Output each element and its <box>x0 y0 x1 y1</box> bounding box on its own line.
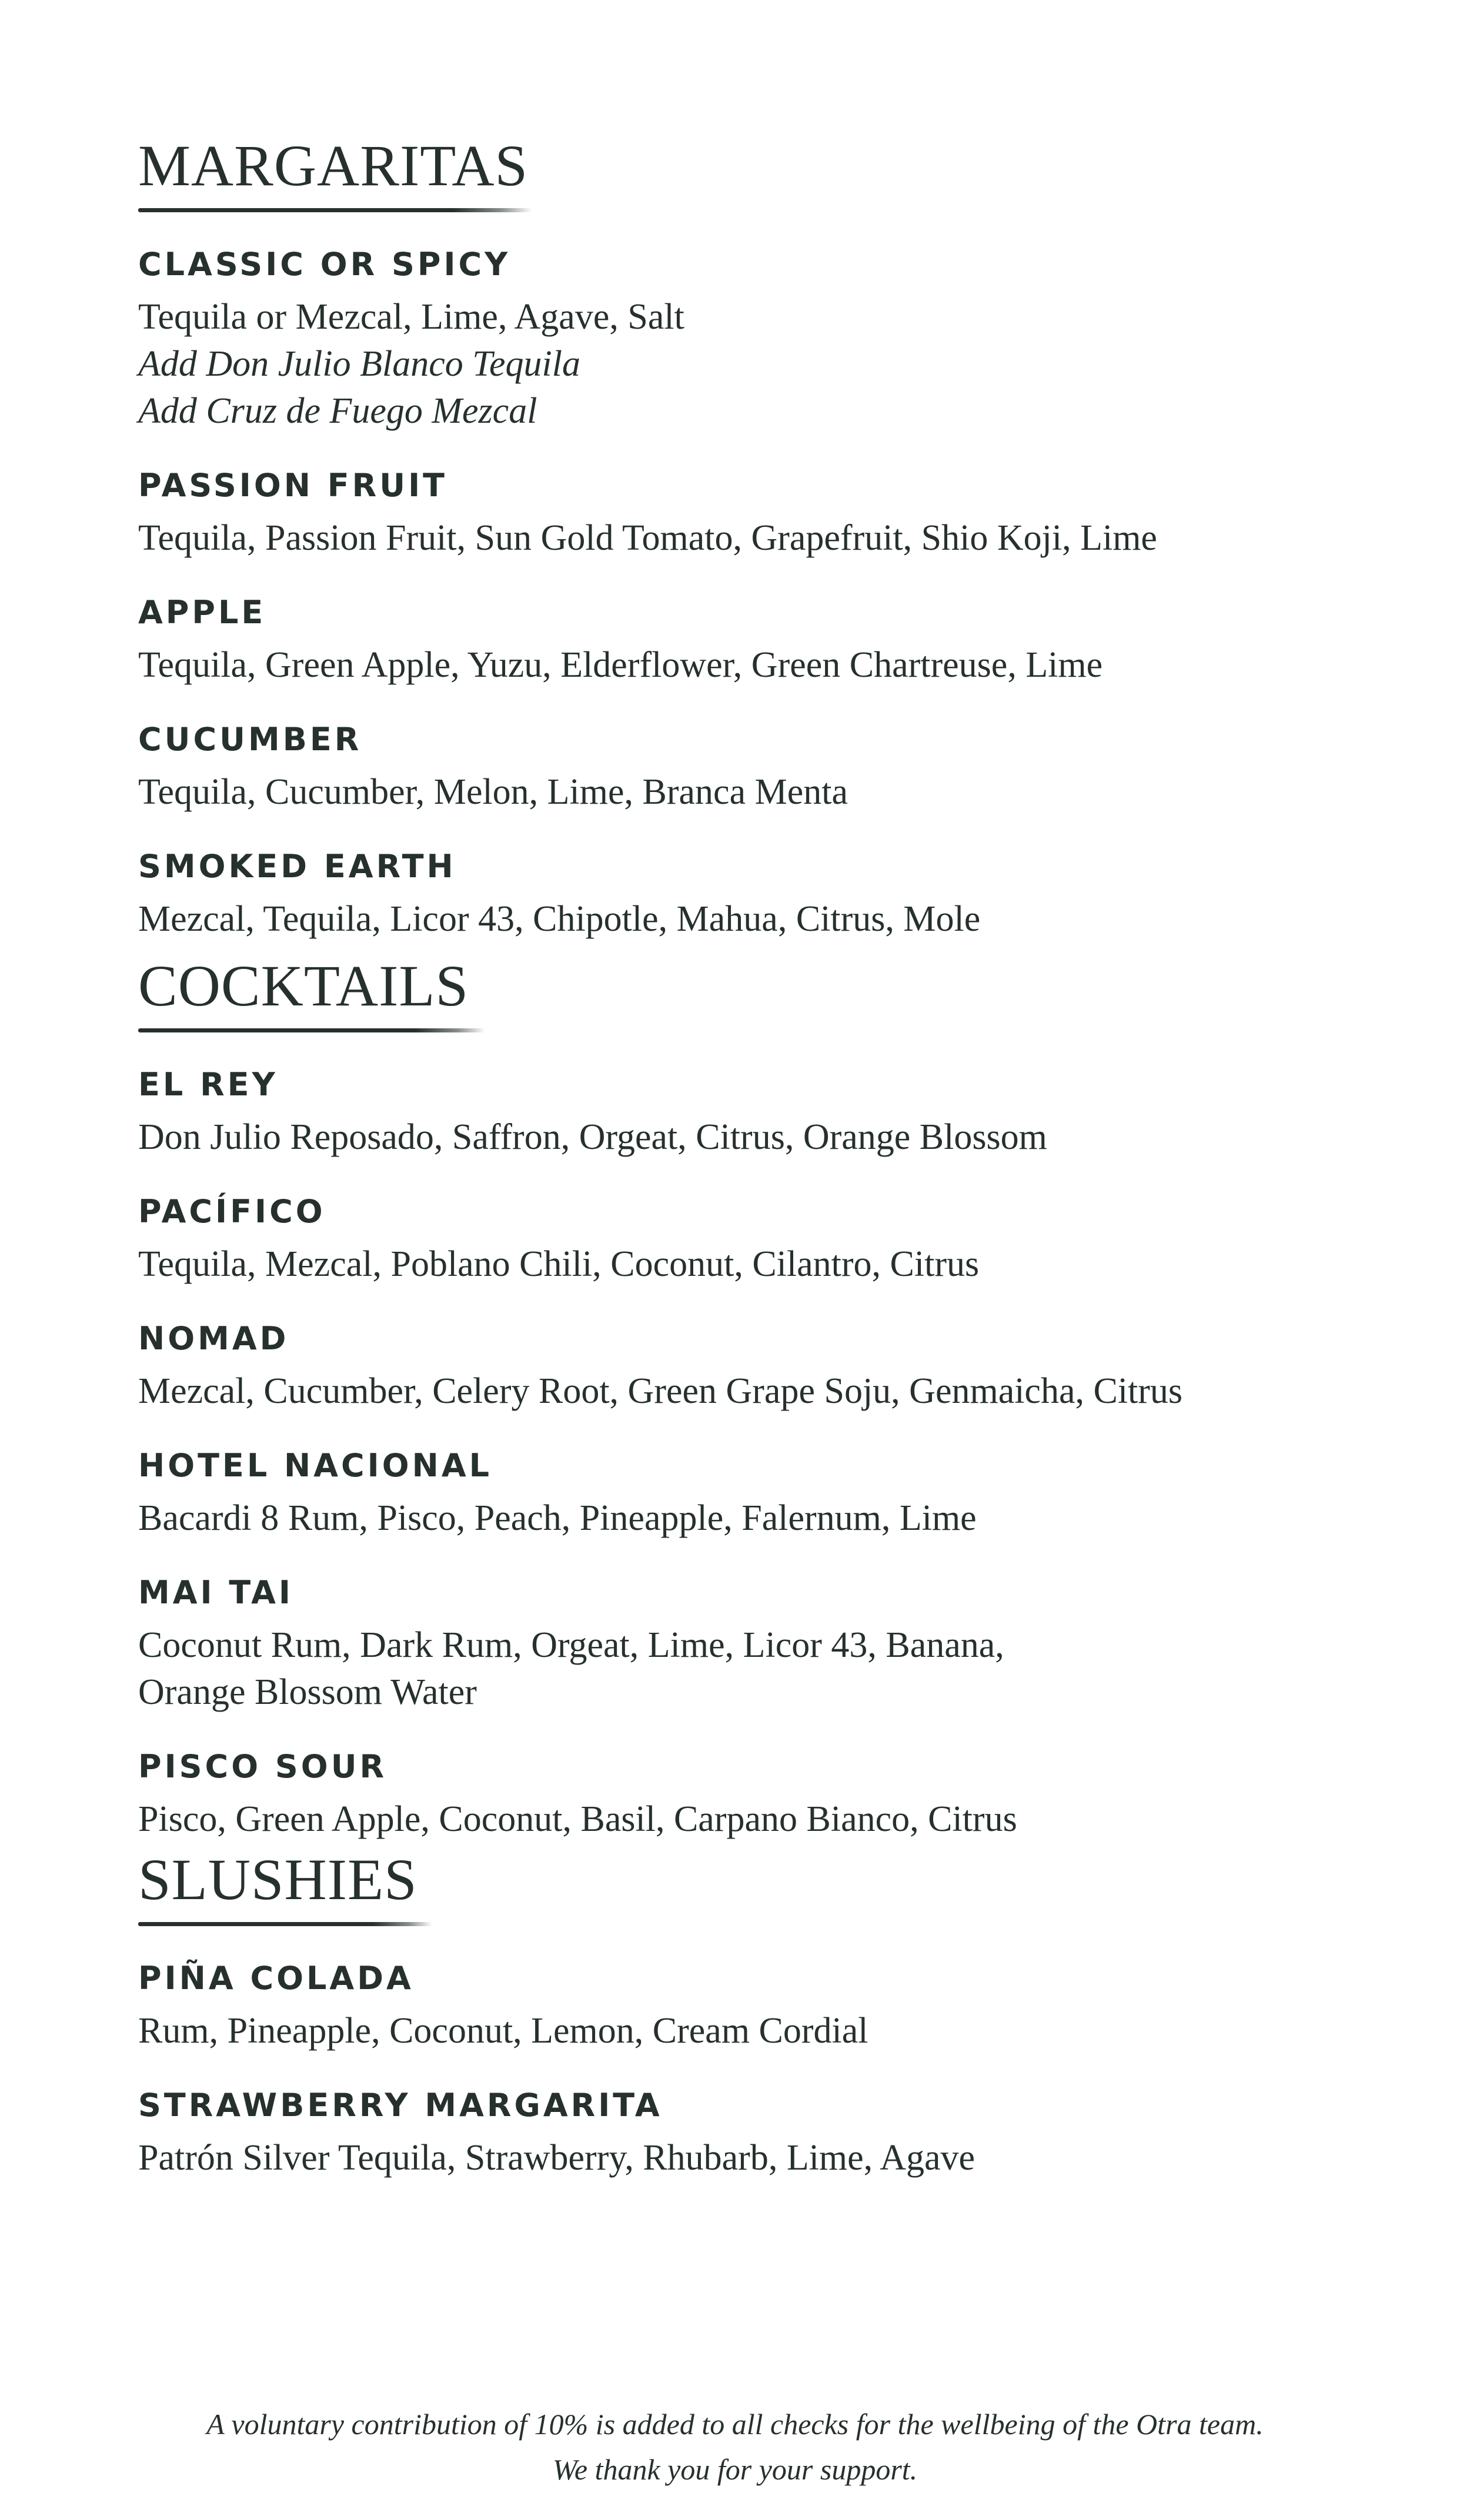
item-name: CLASSIC OR SPICY <box>138 246 511 283</box>
menu-item <box>138 1447 1182 1542</box>
menu-items-list <box>138 1960 975 2181</box>
item-name: HOTEL NACIONAL <box>138 1447 493 1484</box>
menu-item <box>138 1960 975 2054</box>
item-name: PIÑA COLADA <box>138 1960 414 1997</box>
footer-line: A voluntary contribution of 10% is added to all checks for the wellbeing of the Otra team. <box>206 2408 1264 2441</box>
item-name: PACÍFICO <box>138 1193 326 1230</box>
menu-item <box>138 1193 1182 1288</box>
item-ingredients: Mezcal, Tequila, Licor 43, Chipotle, Mahua, Citrus, Mole <box>138 899 981 939</box>
menu-items-list <box>138 246 1157 943</box>
item-name: STRAWBERRY MARGARITA <box>138 2087 663 2124</box>
menu-item <box>138 1574 1182 1716</box>
item-ingredients: Tequila, Passion Fruit, Sun Gold Tomato, Grapefruit, Shio Koji, Lime <box>138 518 1157 558</box>
item-ingredients: Coconut Rum, Dark Rum, Orgeat, Lime, Licor 43, Banana, <box>138 1625 1004 1665</box>
item-name: EL REY <box>138 1066 278 1103</box>
item-ingredients: Tequila, Green Apple, Yuzu, Elderflower, Green Chartreuse, Lime <box>138 645 1103 685</box>
section-title: SLUSHIES <box>138 1847 417 1912</box>
section-slushies <box>138 1847 975 2217</box>
item-ingredients: Bacardi 8 Rum, Pisco, Peach, Pineapple, Falernum, Lime <box>138 1498 977 1538</box>
item-name: CUCUMBER <box>138 721 362 758</box>
item-name: NOMAD <box>138 1320 289 1357</box>
item-ingredients: Patrón Silver Tequila, Strawberry, Rhubarb, Lime, Agave <box>138 2138 975 2178</box>
section-underline <box>138 208 532 212</box>
item-name: SMOKED EARTH <box>138 848 456 885</box>
menu-item <box>138 1748 1182 1843</box>
menu-item <box>138 246 1157 435</box>
section-cocktails <box>138 953 1183 1878</box>
menu-item <box>138 1066 1182 1161</box>
item-ingredients: Rum, Pineapple, Coconut, Lemon, Cream Cordial <box>138 2011 868 2051</box>
menu-items-list <box>138 1066 1183 1843</box>
section-title: COCKTAILS <box>138 953 469 1018</box>
item-addon: Add Don Julio Blanco Tequila <box>138 344 580 384</box>
section-margaritas <box>138 133 1157 978</box>
section-underline <box>138 1028 485 1032</box>
service-charge-note <box>0 2402 1470 2492</box>
item-name: PASSION FRUIT <box>138 467 448 504</box>
menu-item <box>138 2087 975 2181</box>
item-ingredients: Orange Blossom Water <box>138 1672 477 1712</box>
item-name: PISCO SOUR <box>138 1748 387 1785</box>
item-ingredients: Tequila, Cucumber, Melon, Lime, Branca Menta <box>138 772 848 812</box>
footer-line: We thank you for your support. <box>552 2453 918 2486</box>
item-name: APPLE <box>138 594 266 631</box>
item-addon: Add Cruz de Fuego Mezcal <box>138 391 537 431</box>
item-ingredients: Tequila, Mezcal, Poblano Chili, Coconut, Cilantro, Citrus <box>138 1244 980 1284</box>
menu-item <box>138 1320 1183 1415</box>
item-ingredients: Tequila or Mezcal, Lime, Agave, Salt <box>138 297 684 337</box>
item-ingredients: Mezcal, Cucumber, Celery Root, Green Grape Soju, Genmaicha, Citrus <box>138 1371 1183 1411</box>
menu-item <box>138 467 1157 562</box>
menu-item <box>138 594 1157 689</box>
item-ingredients: Don Julio Reposado, Saffron, Orgeat, Citrus, Orange Blossom <box>138 1117 1047 1157</box>
section-title: MARGARITAS <box>138 133 529 198</box>
item-name: MAI TAI <box>138 1574 293 1611</box>
item-ingredients: Pisco, Green Apple, Coconut, Basil, Carpano Bianco, Citrus <box>138 1799 1017 1839</box>
menu-item <box>138 721 1157 816</box>
section-underline <box>138 1922 432 1926</box>
menu-item <box>138 848 1157 943</box>
